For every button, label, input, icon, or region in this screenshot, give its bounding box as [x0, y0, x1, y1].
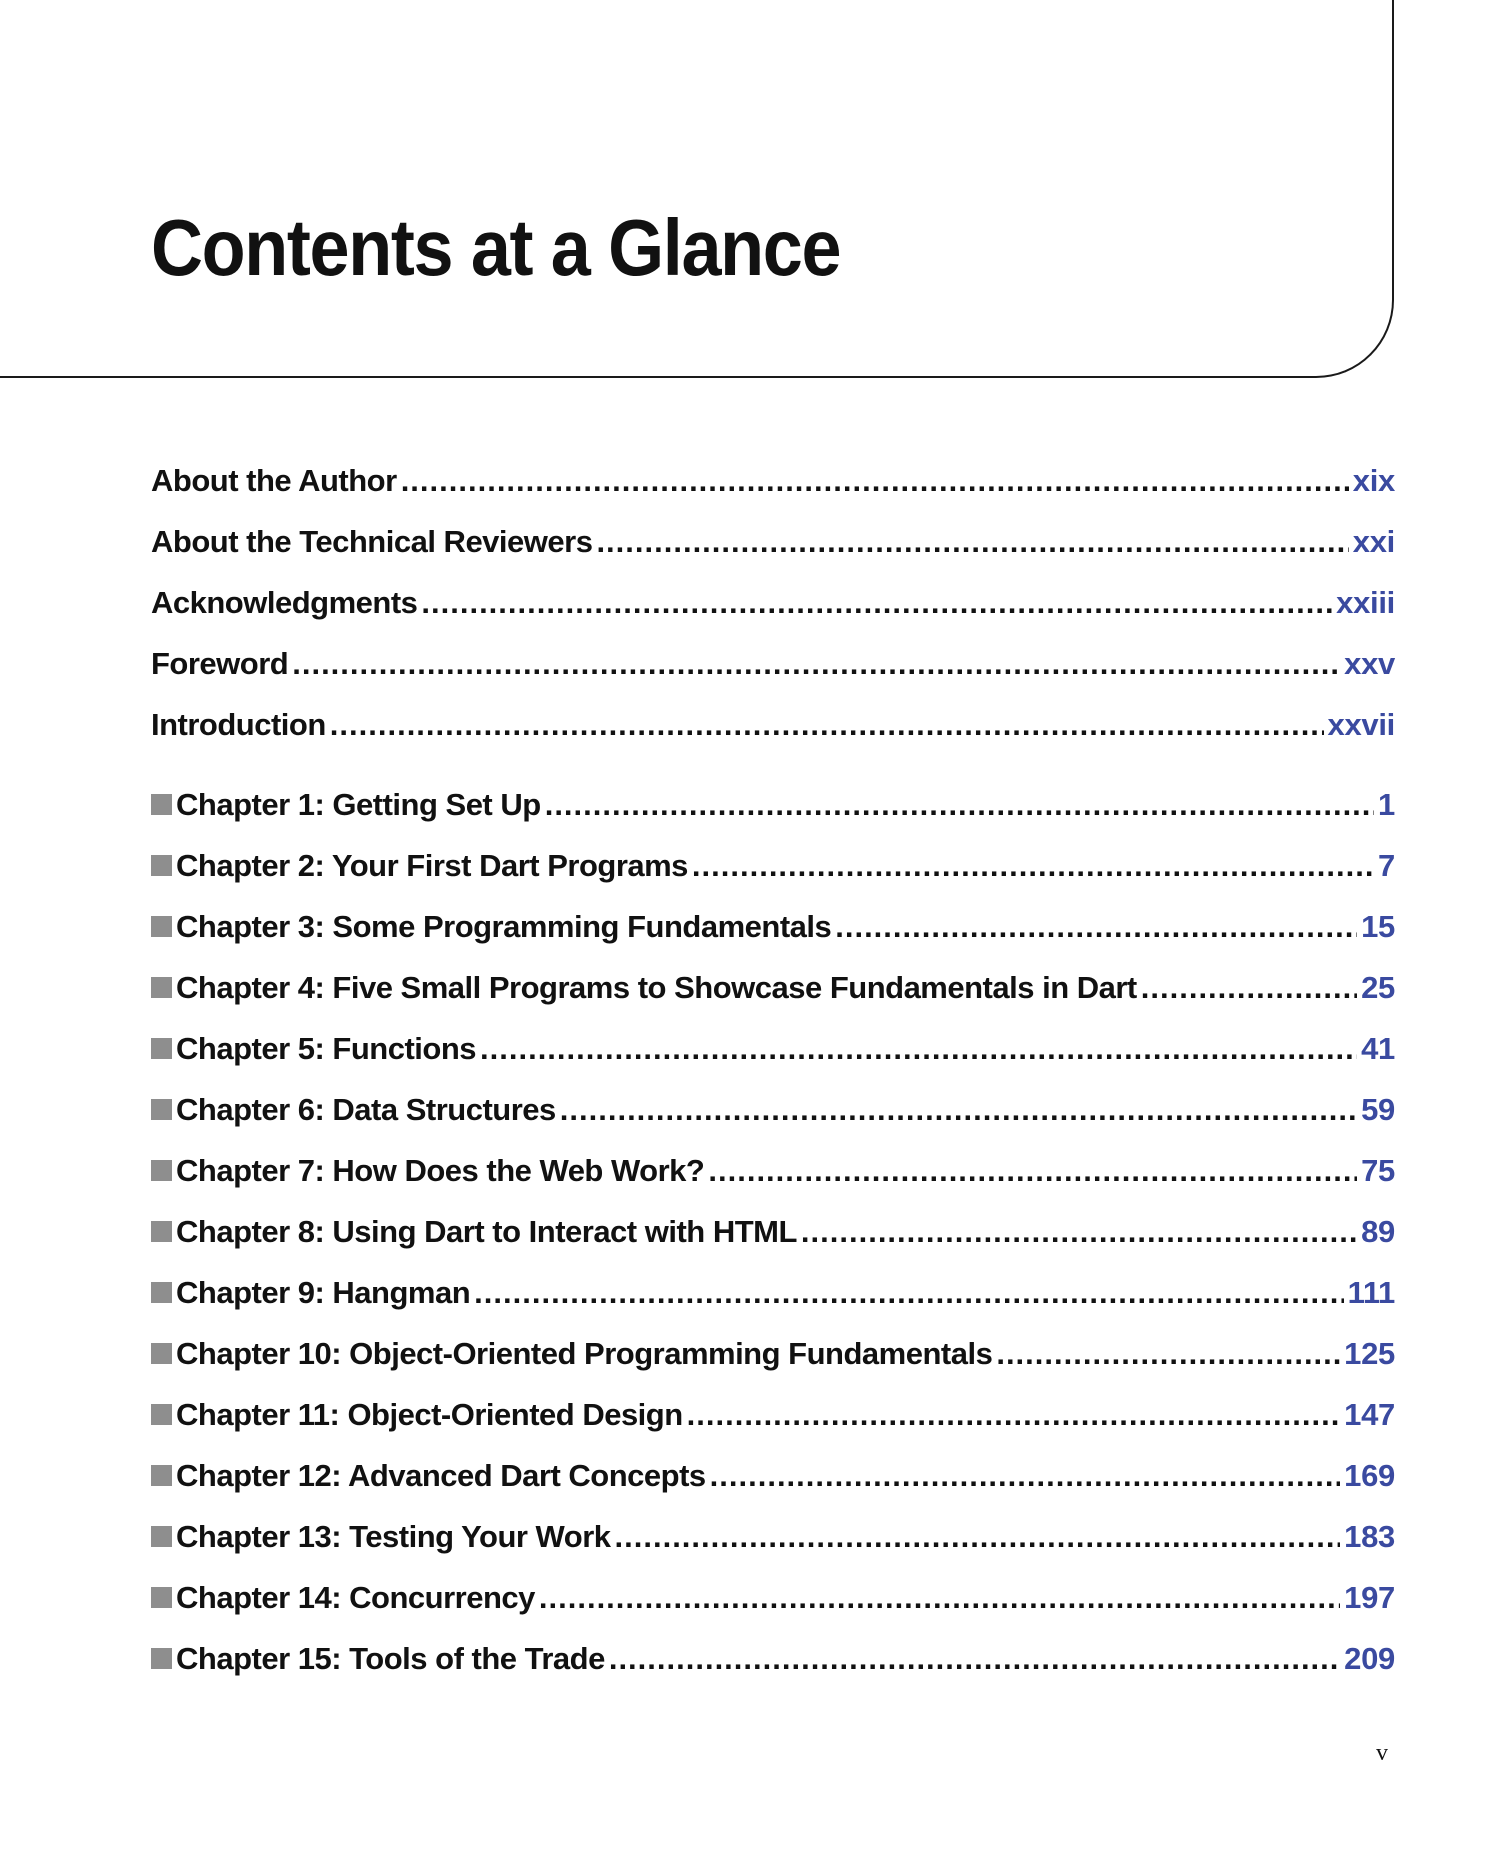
- toc-page-link[interactable]: 59: [1361, 1092, 1395, 1127]
- toc-page-link[interactable]: 89: [1361, 1214, 1395, 1249]
- toc-page-link[interactable]: 41: [1361, 1031, 1395, 1066]
- toc-page-link[interactable]: 111: [1347, 1275, 1395, 1310]
- toc-entry-technical-reviewers[interactable]: [151, 511, 1395, 572]
- toc-entry-label: Chapter 6: Data Structures: [176, 1092, 556, 1127]
- square-bullet-icon: [151, 1404, 172, 1425]
- dot-leader: [835, 896, 1357, 957]
- toc-page-link[interactable]: 7: [1378, 848, 1395, 883]
- square-bullet-icon: [151, 1099, 172, 1120]
- toc-entry-chapter-3[interactable]: [151, 896, 1395, 957]
- toc-entry-chapter-2[interactable]: [151, 835, 1395, 896]
- toc-entry-label: Chapter 15: Tools of the Trade: [176, 1641, 605, 1676]
- toc-entry-label: Chapter 13: Testing Your Work: [176, 1519, 611, 1554]
- toc-page-link[interactable]: 125: [1344, 1336, 1395, 1371]
- square-bullet-icon: [151, 977, 172, 998]
- toc-entry-chapter-11[interactable]: [151, 1384, 1395, 1445]
- toc-entry-chapter-5[interactable]: [151, 1018, 1395, 1079]
- square-bullet-icon: [151, 794, 172, 815]
- dot-leader: [401, 450, 1349, 511]
- toc-entry-label: Chapter 7: How Does the Web Work?: [176, 1153, 705, 1188]
- toc-page-link[interactable]: xxv: [1344, 646, 1395, 681]
- dot-leader: [708, 1140, 1357, 1201]
- toc-entry-label: Chapter 1: Getting Set Up: [176, 787, 541, 822]
- dot-leader: [292, 633, 1340, 694]
- toc-entry-label: Chapter 9: Hangman: [176, 1275, 471, 1310]
- square-bullet-icon: [151, 1038, 172, 1059]
- toc-entry-chapter-7[interactable]: [151, 1140, 1395, 1201]
- header-frame: [0, 0, 1394, 378]
- toc-entry-chapter-13[interactable]: [151, 1506, 1395, 1567]
- table-of-contents: [151, 450, 1395, 1689]
- toc-entry-label: About the Author: [151, 463, 397, 498]
- toc-entry-chapter-10[interactable]: [151, 1323, 1395, 1384]
- toc-entry-label: Chapter 3: Some Programming Fundamentals: [176, 909, 832, 944]
- dot-leader: [996, 1323, 1340, 1384]
- dot-leader: [545, 774, 1374, 835]
- dot-leader: [801, 1201, 1357, 1262]
- toc-entry-introduction[interactable]: [151, 694, 1395, 755]
- toc-entry-label: Chapter 10: Object-Oriented Programming Fundamentals: [176, 1336, 993, 1371]
- toc-page-link[interactable]: xix: [1352, 463, 1395, 498]
- toc-entry-label: Chapter 5: Functions: [176, 1031, 477, 1066]
- dot-leader: [539, 1567, 1340, 1628]
- square-bullet-icon: [151, 1526, 172, 1547]
- square-bullet-icon: [151, 1465, 172, 1486]
- page-title: Contents at a Glance: [151, 203, 841, 292]
- square-bullet-icon: [151, 916, 172, 937]
- toc-entry-label: Chapter 2: Your First Dart Programs: [176, 848, 688, 883]
- dot-leader: [421, 572, 1332, 633]
- dot-leader: [474, 1262, 1343, 1323]
- toc-entry-label: Chapter 14: Concurrency: [176, 1580, 535, 1615]
- toc-entry-chapter-4[interactable]: [151, 957, 1395, 1018]
- dot-leader: [480, 1018, 1357, 1079]
- toc-entry-label: Chapter 4: Five Small Programs to Showcase Fundamentals in Dart: [176, 970, 1137, 1005]
- toc-entry-chapter-6[interactable]: [151, 1079, 1395, 1140]
- toc-entry-about-author[interactable]: [151, 450, 1395, 511]
- toc-entry-chapter-12[interactable]: [151, 1445, 1395, 1506]
- toc-entry-chapter-14[interactable]: [151, 1567, 1395, 1628]
- dot-leader: [687, 1384, 1341, 1445]
- toc-page-link[interactable]: 15: [1361, 909, 1395, 944]
- toc-page-link[interactable]: 25: [1361, 970, 1395, 1005]
- page-number: v: [1376, 1740, 1388, 1766]
- toc-entry-acknowledgments[interactable]: [151, 572, 1395, 633]
- toc-entry-foreword[interactable]: [151, 633, 1395, 694]
- toc-page-link[interactable]: xxi: [1352, 524, 1395, 559]
- toc-entry-label: About the Technical Reviewers: [151, 524, 593, 559]
- toc-page-link[interactable]: 1: [1378, 787, 1395, 822]
- dot-leader: [560, 1079, 1357, 1140]
- square-bullet-icon: [151, 1221, 172, 1242]
- dot-leader: [710, 1445, 1341, 1506]
- dot-leader: [609, 1628, 1340, 1689]
- toc-entry-label: Introduction: [151, 707, 326, 742]
- toc-page-link[interactable]: 147: [1344, 1397, 1395, 1432]
- toc-entry-label: Chapter 8: Using Dart to Interact with HTML: [176, 1214, 797, 1249]
- toc-entry-chapter-8[interactable]: [151, 1201, 1395, 1262]
- toc-page-link[interactable]: 75: [1361, 1153, 1395, 1188]
- dot-leader: [1141, 957, 1357, 1018]
- toc-page-link[interactable]: 169: [1344, 1458, 1395, 1493]
- square-bullet-icon: [151, 1648, 172, 1669]
- toc-entry-chapter-15[interactable]: [151, 1628, 1395, 1689]
- square-bullet-icon: [151, 855, 172, 876]
- toc-entry-chapter-1[interactable]: [151, 774, 1395, 835]
- square-bullet-icon: [151, 1282, 172, 1303]
- toc-entry-label: Foreword: [151, 646, 289, 681]
- toc-entry-label: Chapter 11: Object-Oriented Design: [176, 1397, 683, 1432]
- dot-leader: [330, 694, 1324, 755]
- toc-page-link[interactable]: 183: [1344, 1519, 1395, 1554]
- dot-leader: [615, 1506, 1341, 1567]
- toc-entry-label: Acknowledgments: [151, 585, 418, 620]
- square-bullet-icon: [151, 1343, 172, 1364]
- toc-entry-label: Chapter 12: Advanced Dart Concepts: [176, 1458, 706, 1493]
- toc-page-link[interactable]: 209: [1344, 1641, 1395, 1676]
- toc-entry-chapter-9[interactable]: [151, 1262, 1395, 1323]
- dot-leader: [596, 511, 1348, 572]
- square-bullet-icon: [151, 1587, 172, 1608]
- square-bullet-icon: [151, 1160, 172, 1181]
- dot-leader: [692, 835, 1374, 896]
- toc-page-link[interactable]: 197: [1344, 1580, 1395, 1615]
- toc-page-link[interactable]: xxiii: [1336, 585, 1395, 620]
- toc-page-link[interactable]: xxvii: [1327, 707, 1395, 742]
